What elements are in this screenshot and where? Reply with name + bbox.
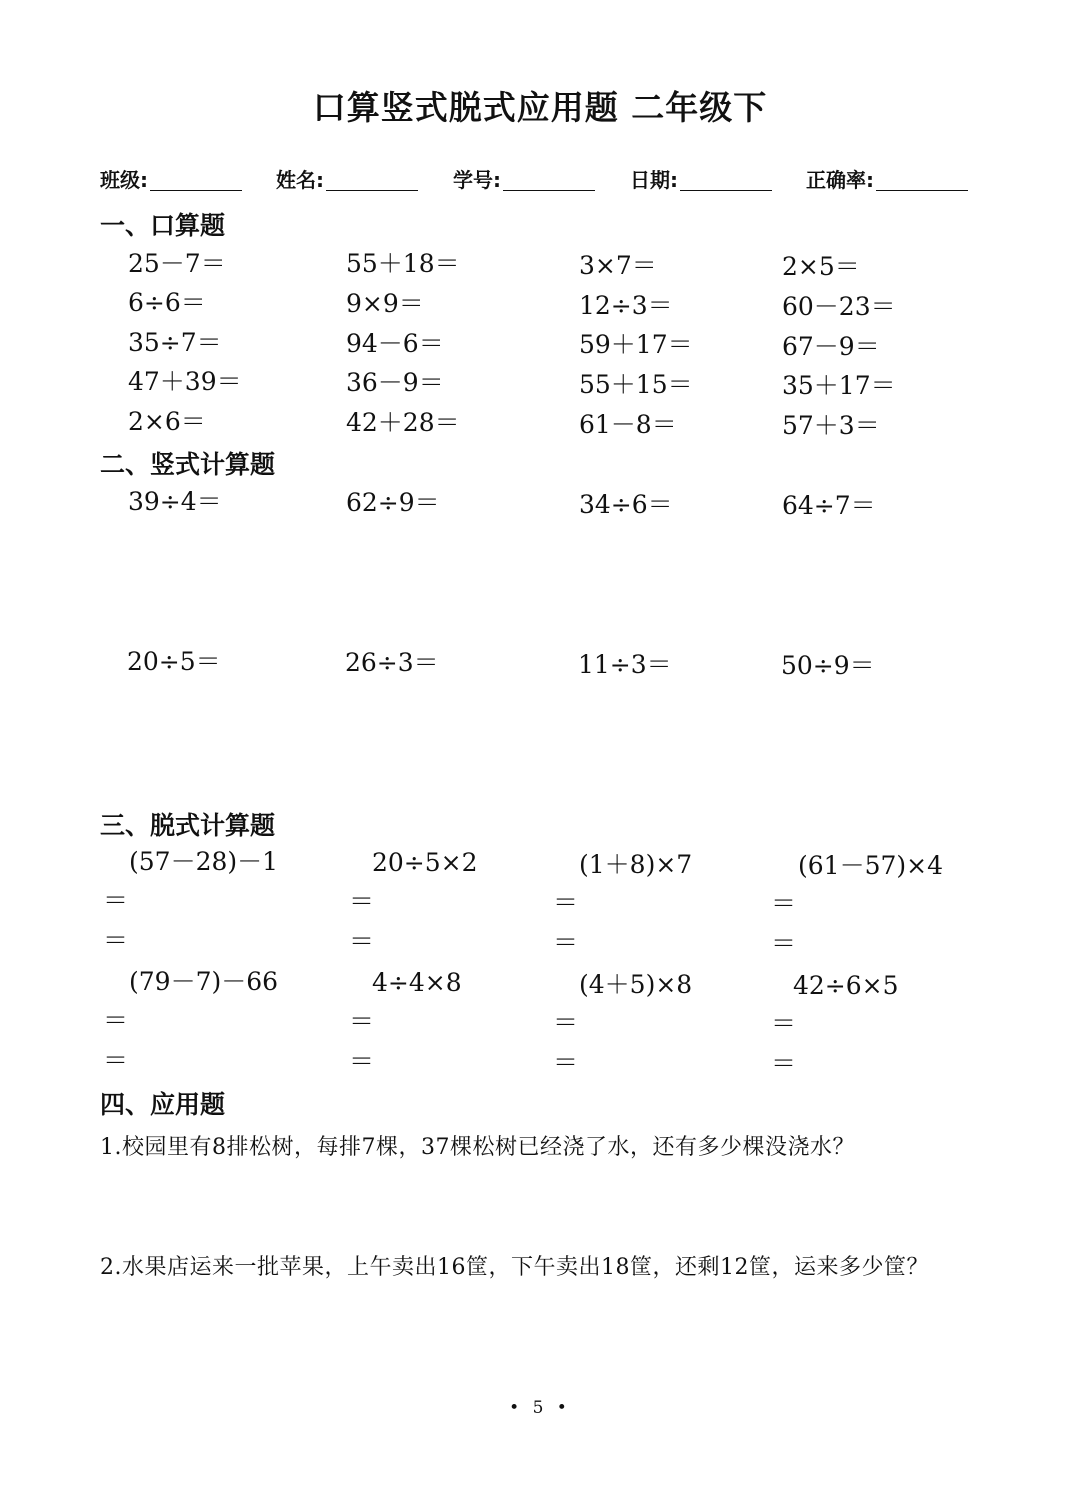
mental-problem: 55＋18＝ [346, 249, 460, 278]
student-number-label: 学号: [453, 168, 501, 192]
mental-problem: 60－23＝ [782, 292, 896, 321]
vertical-problem: 34÷6＝ [579, 490, 673, 519]
class-blank[interactable] [150, 170, 242, 191]
step-equals-sign: ＝ [553, 928, 579, 957]
mental-problem: 47＋39＝ [128, 367, 242, 396]
mental-problem: 3×7＝ [579, 251, 657, 280]
vertical-calc-heading: 二、竖式计算题 [100, 450, 276, 479]
step-equals-sign: ＝ [553, 888, 579, 917]
step-problem: 20÷5×2 [372, 848, 478, 877]
vertical-problem: 50÷9＝ [781, 651, 875, 680]
accuracy-label: 正确率: [806, 168, 874, 192]
vertical-problem: 20÷5＝ [127, 647, 221, 676]
class-field[interactable] [100, 164, 242, 193]
class-label: 班级: [100, 168, 148, 192]
word-problem-1: 1.校园里有8排松树，每排7棵，37棵松树已经浇了水，还有多少棵没浇水？ [100, 1135, 855, 1160]
step-problem: (79－7)－66 [129, 967, 279, 996]
mental-problem: 55＋15＝ [579, 370, 693, 399]
step-equals-sign: ＝ [771, 1049, 797, 1078]
mental-problem: 42＋28＝ [346, 408, 460, 437]
date-label: 日期: [630, 168, 678, 192]
vertical-problem: 64÷7＝ [782, 491, 876, 520]
mental-problem: 35÷7＝ [128, 328, 222, 357]
step-problem: (1＋8)×7 [579, 850, 693, 879]
student-number-field[interactable] [453, 164, 595, 193]
step-equals-sign: ＝ [349, 887, 375, 916]
mental-problem: 2×6＝ [128, 407, 206, 436]
mental-problem: 25－7＝ [128, 249, 226, 278]
mental-problem: 35＋17＝ [782, 371, 896, 400]
step-equals-sign: ＝ [553, 1008, 579, 1037]
step-problem: (57－28)－1 [129, 847, 279, 876]
page-title: 口算竖式脱式应用题 二年级下 [312, 88, 768, 127]
name-blank[interactable] [326, 170, 418, 191]
mental-problem: 12÷3＝ [579, 291, 673, 320]
vertical-problem: 26÷3＝ [345, 648, 439, 677]
step-equals-sign: ＝ [771, 929, 797, 958]
step-equals-sign: ＝ [349, 927, 375, 956]
step-equals-sign: ＝ [771, 1009, 797, 1038]
mental-problem: 61－8＝ [579, 410, 677, 439]
step-equals-sign: ＝ [349, 1007, 375, 1036]
student-number-blank[interactable] [503, 170, 595, 191]
student-info-row [100, 164, 990, 198]
mental-problem: 6÷6＝ [128, 288, 206, 317]
mental-problem: 59＋17＝ [579, 330, 693, 359]
step-equals-sign: ＝ [103, 926, 129, 955]
mental-problem: 67－9＝ [782, 332, 880, 361]
mental-math-heading: 一、口算题 [100, 211, 226, 240]
step-equals-sign: ＝ [553, 1048, 579, 1077]
step-calc-heading: 三、脱式计算题 [100, 811, 276, 840]
mental-problem: 94－6＝ [346, 329, 444, 358]
mental-problem: 2×5＝ [782, 252, 860, 281]
step-problem: 42÷6×5 [793, 971, 899, 1000]
date-field[interactable] [630, 164, 772, 193]
vertical-problem: 39÷4＝ [128, 487, 222, 516]
vertical-problem: 11÷3＝ [578, 650, 672, 679]
mental-problem: 57＋3＝ [782, 411, 880, 440]
step-equals-sign: ＝ [103, 1046, 129, 1075]
mental-problem: 9×9＝ [346, 289, 424, 318]
accuracy-blank[interactable] [876, 170, 968, 191]
step-problem: (4＋5)×8 [579, 970, 693, 999]
vertical-problem: 62÷9＝ [346, 488, 440, 517]
word-problem-2: 2.水果店运来一批苹果，上午卖出16筐，下午卖出18筐，还剩12筐，运来多少筐？ [100, 1255, 929, 1280]
page-number: • 5 • [509, 1398, 571, 1418]
step-problem: 4÷4×8 [372, 968, 462, 997]
date-blank[interactable] [680, 170, 772, 191]
accuracy-field[interactable] [806, 164, 968, 193]
word-problems-heading: 四、应用题 [100, 1090, 226, 1119]
name-label: 姓名: [276, 168, 324, 192]
mental-problem: 36－9＝ [346, 368, 444, 397]
step-equals-sign: ＝ [103, 886, 129, 915]
name-field[interactable] [276, 164, 418, 193]
step-equals-sign: ＝ [349, 1047, 375, 1076]
step-problem: (61－57)×4 [798, 851, 943, 880]
step-equals-sign: ＝ [103, 1006, 129, 1035]
step-equals-sign: ＝ [771, 889, 797, 918]
